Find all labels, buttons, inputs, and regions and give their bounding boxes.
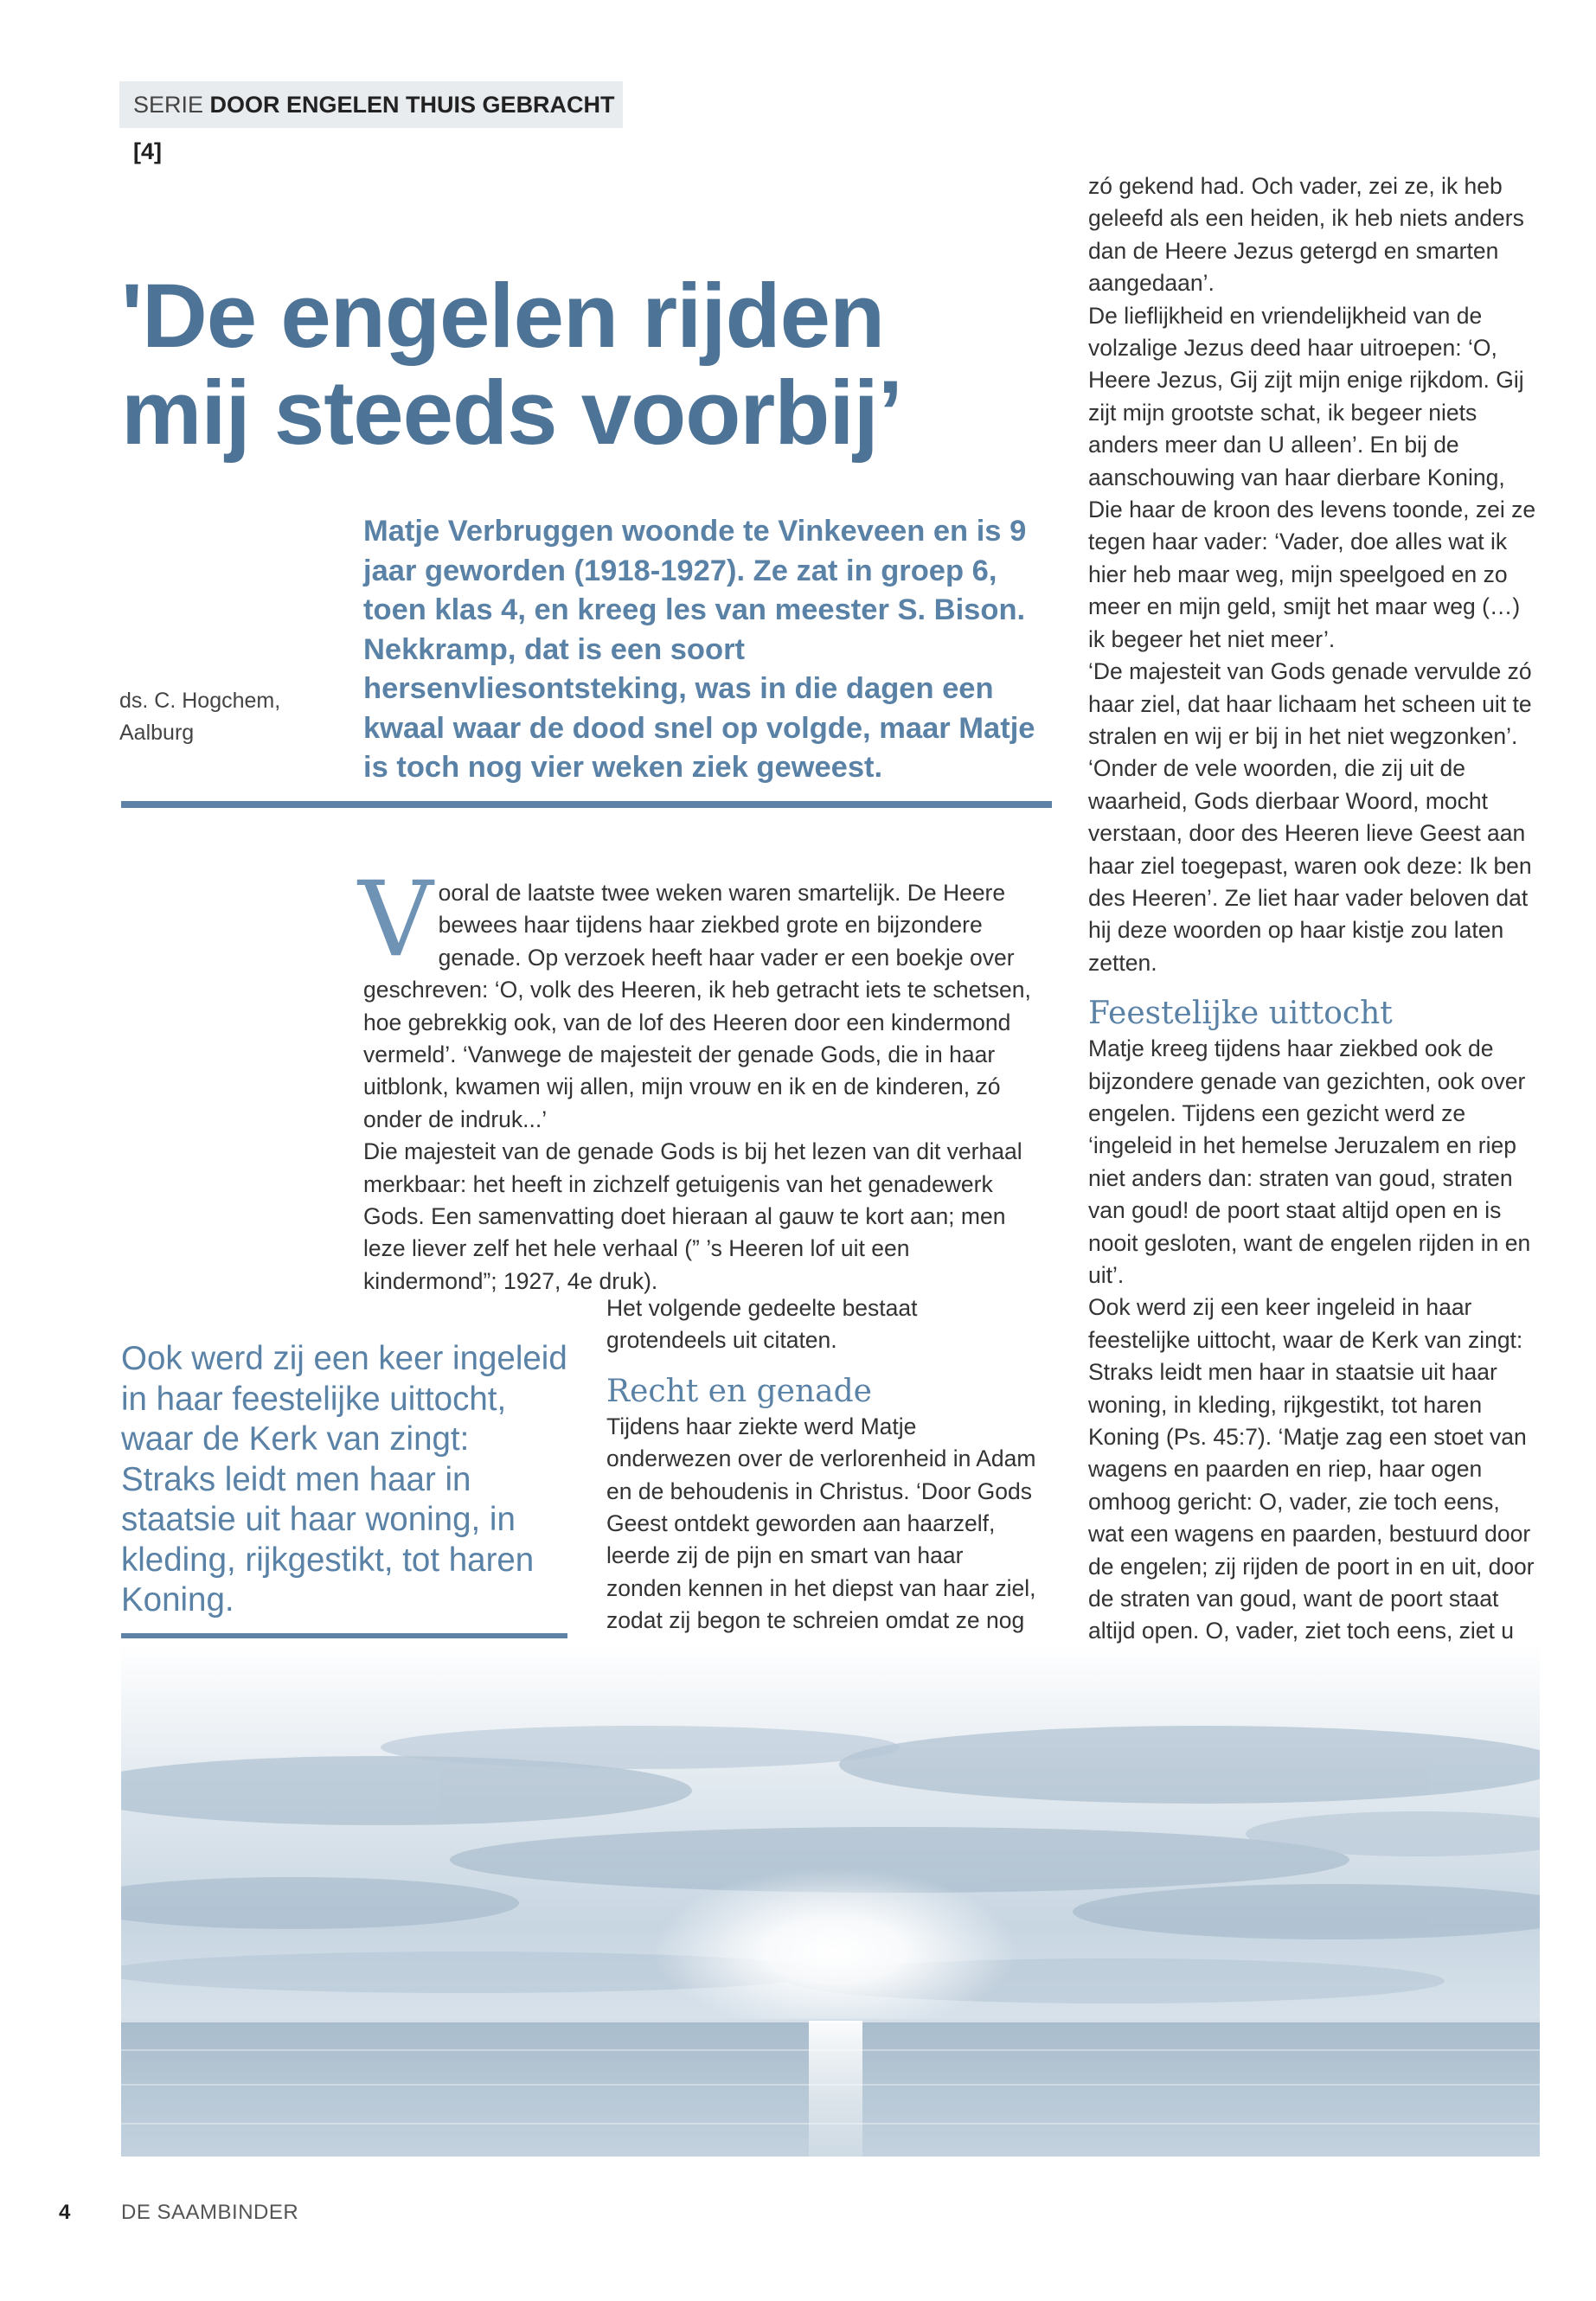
headline-line-1: 'De engelen rijden: [121, 266, 885, 367]
paragraph-9: Ook werd zij een keer ingeleid in haar feestelijke uittocht, waar de Kerk van zingt: Straks leidt men haar in staatsie uit haar woning, in kleding, rijkgestikt, tot haren Koning (Ps. 45:7). ‘Matje zag een stoet van wagens en paarden en riep, haar ogen omhoog gericht: O, vader, zie toch eens, wat een wagens en paarden, bestuurd door de engelen; zij rijden de poort in en uit, door de straten van goud, want de poort staat altijd open. O, vader, ziet toch eens, ziet u: [1088, 1294, 1535, 1644]
article-column-1: [358, 860, 1043, 1298]
drop-cap: V: [358, 860, 433, 980]
article-headline: [121, 268, 1029, 462]
author-name: ds. C. Hogchem,: [119, 689, 281, 713]
paragraph-2: Die majesteit van de genade Gods is bij het lezen van dit verhaal merkbaar: het heeft in zichzelf getuigenis van het genadewerk Gods. Een samenvatting doet hieraan al gauw te kort aan; men leze liever zelf het hele verhaal (” ’s Heeren lof uit een kindermond”; 1927, 4e druk).: [363, 1138, 1022, 1294]
magazine-name: DE SAAMBINDER: [121, 2201, 299, 2224]
subhead-recht-en-genade: Recht en genade: [606, 1373, 872, 1409]
author-place: Aalburg: [119, 721, 195, 745]
paragraph-3: Het volgende gedeelte bestaat grotendeels uit citaten.: [606, 1295, 918, 1354]
pull-quote-rule: [121, 1633, 567, 1638]
pull-quote: Ook werd zij een keer ingeleid in haar feestelijke uittocht, waar de Kerk van zingt: Straks leidt men haar in staatsie uit haar woning, in kleding, rijkgestikt, tot haren Koning.: [121, 1340, 567, 1618]
page-number: 4: [59, 2201, 71, 2224]
divider-rule: [121, 801, 1052, 808]
sea-sunset-photo: [121, 1644, 1540, 2157]
paragraph-6: De lieflijkheid en vriendelijkheid van de volzalige Jezus deed haar uitroepen: ‘O, Heere Jezus, Gij zijt mijn enige rijkdom. Gij zijt mijn grootste schat, ik begeer niets anders meer dan U alleen’. En bij de aanschouwing van haar dierbare Koning, Die haar de kroon des levens toonde, zei ze tegen haar vader: ‘Vader, doe alles wat ik hier heb maar weg, mijn speelgoed en zo meer en mijn geld, smijt het maar weg (…) ik begeer het niet meer’.: [1088, 302, 1536, 652]
paragraph-8: Matje kreeg tijdens haar ziekbed ook de bijzondere genade van gezichten, ook over engelen. Tijdens een gezicht werd ze ‘ingeleid in het hemelse Jeruzalem en riep niet anders dan: straten van goud, straten van goud! de poort staat altijd open en is nooit gesloten, want de engelen rijden in en uit’.: [1088, 1035, 1531, 1288]
paragraph-1: ooral de laatste twee weken waren smartelijk. De Heere bewees haar tijdens haar ziekbed grote en bijzondere genade. Op verzoek heeft haar vader er een boekje over geschreven: ‘O, volk des Heeren, ik heb getracht iets te schetsen, hoe gebrekkig ook, van de lof des Heeren door een kindermond vermeld’. ‘Vanwege de majesteit der genade Gods, die in haar uitblonk, kwamen wij allen, mijn vrouw en ik en de kinderen, zó onder de indruk...’: [363, 880, 1031, 1132]
author-byline: [119, 685, 280, 749]
subhead-feestelijke-uittocht: Feestelijke uittocht: [1088, 996, 1393, 1032]
article-column-2: [606, 1292, 1043, 1670]
headline-line-2: mij steeds voorbij’: [121, 362, 902, 464]
intro-lead: Matje Verbruggen woonde te Vinkeveen en is 9 jaar geworden (1918-1927). Ze zat in groep 6, toen klas 4, en kreeg les van meester S. Bison. Nekkramp, dat is een soort hersenvliesontsteking, was in die dagen een kwaal waar de dood snel op volgde, maar Matje is toch nog vier weken ziek geweest.: [363, 515, 1035, 784]
series-tag: [119, 81, 623, 164]
series-title: DOOR ENGELEN THUIS GEBRACHT [4]: [133, 92, 615, 164]
series-prefix: SERIE: [133, 92, 210, 118]
paragraph-7: ‘De majesteit van Gods genade vervulde zó haar ziel, dat haar lichaam het scheen uit te stralen en wij er bij in het niet wegzonken’. ‘Onder de vele woorden, die zij uit de waarheid, Gods dierbaar Woord, mocht verstaan, door des Heeren lieve Geest aan haar ziel toegepast, waren ook deze: Ik ben des Heeren’. Ze liet haar vader beloven dat hij deze woorden op haar kistje zou laten zetten.: [1088, 658, 1532, 976]
paragraph-4: Tijdens haar ziekte werd Matje onderwezen over de verlorenheid in Adam en de behoudenis in Christus. ‘Door Gods Geest ontdekt geworden aan haarzelf, leerde zij de pijn en smart van haar zonden kennen in het diepst van haar ziel, zodat zij begon te schreien omdat ze nog: [606, 1413, 1036, 1634]
paragraph-5: zó gekend had. Och vader, zei ze, ik heb geleefd als een heiden, ik heb niets anders dan de Heere Jezus getergd en smarten aangedaan’.: [1088, 173, 1524, 297]
article-column-3: [1088, 170, 1538, 1680]
